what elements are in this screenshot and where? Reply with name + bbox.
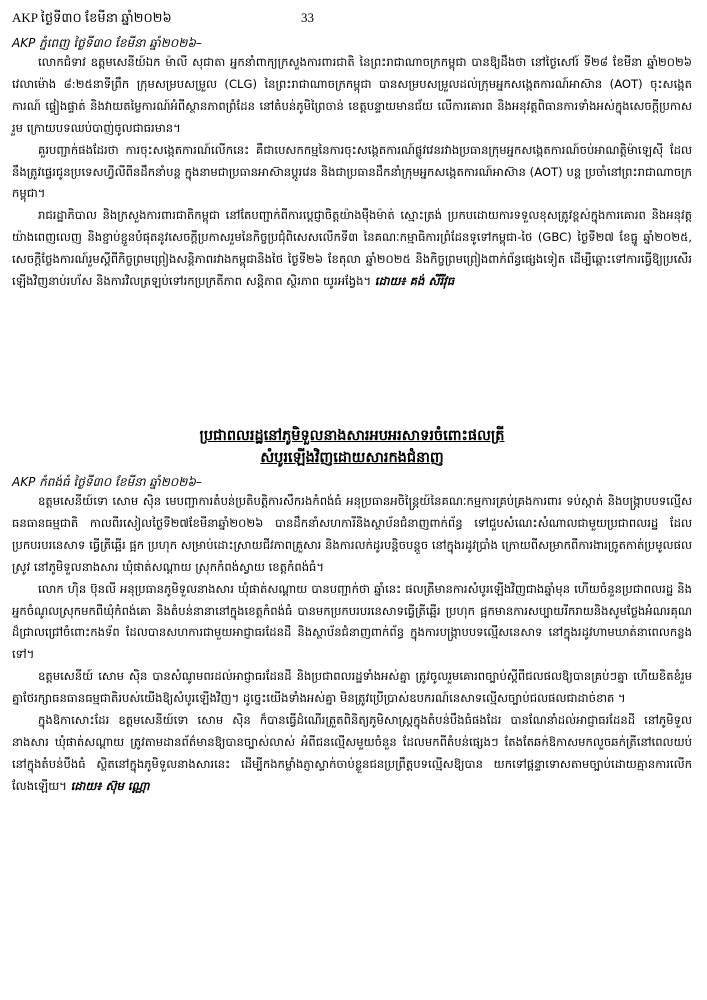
story-1-byline: ដោយ៖ គង់ សីរីវុធ <box>374 274 455 289</box>
story-1 <box>12 34 692 293</box>
story-2-paragraph-2: លោក ហ៊ិន ប៊ុនលី អនុប្រធានភូមិទួលនាងសារ ឃុំផាត់សណ្តាយ បានបញ្ជាក់ថា ឆ្នាំនេះ ផលត្រីមានការសំបូរឡើងវិញជាងឆ្នាំមុន ហើយចំនួនប្រជាពលរដ្ឋ និងអ្នកចំណូលស្រុកមកពីឃុំកំពង់គោ និងតំបន់នានានៅក្នុងខេត្តកំពង់ធំ បានមកប្រកបរបរនេសាទធ្វើត្រីឆ្អើរ ប្រហុក ផ្អកមានការសប្បាយរីករាយនិងសូមថ្លែងអំណរគុណដ៏ជ្រាលជ្រៅចំពោះកងទ័ព ដែលបានសហការជាមួយអាជ្ញាធរដែនដី និងស្ថាប័នជំនាញពាក់ព័ន្ធ ក្នុងការបង្ក្រាបបទល្មើសនេសាទ នៅក្នុងរដូវហាមឃាត់នាពេលកន្លងទៅ។ <box>12 581 692 662</box>
story-1-paragraph-2: គួរបញ្ជាក់ផងដែរថា ការចុះសង្កេតការណ៍លើកនេះ គឺជាបេសកកម្មនៃការចុះសង្កេតការណ៍ផ្លូវវេនរវាងប្រធានក្រុមអ្នកសង្កេតការណ៍ចប់អាណត្តិម៉ាឡេស៊ី ដែលនឹងត្រូវផ្ទេរជូនប្រទេសហ្វីលីពីនដឹកនាំបន្ត ក្នុងនាមជាប្រធានអាស៊ានប្តូរវេន និងជាប្រធានដឹកនាំក្រុមអ្នកសង្កេតការណ៍អាស៊ាន (AOT) បន្ត ប្រចាំនៅព្រះរាជាណាចក្រកម្ពុជា។ <box>12 142 692 201</box>
story-1-paragraph-3 <box>12 205 692 293</box>
story-2-headline-line-1: ប្រជាពលរដ្ឋនៅភូមិទួលនាងសារអបអរសាទរចំពោះផលត្រី <box>199 428 505 444</box>
story-2-paragraph-3: ឧត្តមសេនីយ៍ សោម ស៊ិន បានសំណូមពរដល់អាជ្ញាធរដែនដី និងប្រជាពលរដ្ឋទាំងអស់គ្នា ត្រូវចូលរួមគោរពច្បាប់ស្តីពីជលផលឱ្យបានគ្រប់ៗគ្នា ហើយខិតខំរួមគ្នាថែរក្សាធនធានធម្មជាតិរបស់យើងឱ្យសំបូរឡើងវិញ។ ដូច្នេះយើងទាំងអស់គ្នា មិនត្រូវប្រើប្រាស់ឧបករណ៍នេសាទល្មើសច្បាប់ជលផលជាដាច់ខាត ។ <box>12 669 692 706</box>
page-number: 33 <box>301 10 314 25</box>
page-header <box>12 10 692 30</box>
header-date: AKP ថ្ងៃទី៣០ ខែមីនា ឆ្នាំ២០២៦ <box>12 10 172 25</box>
story-1-dateline: AKP ភ្នំពេញ ថ្ងៃទី៣០ ខែមីនា ឆ្នាំ២០២៦– <box>12 36 202 50</box>
story-1-paragraph-1: លោកជំទាវ ឧត្តមសេនីយ៍ឯក ម៉ាលី សុជាតា អ្នកនាំពាក្យក្រសួងការពារជាតិ នៃព្រះរាជាណាចក្រកម្ពុជា បានឱ្យដឹងថា នៅថ្ងៃសៅរ៍ ទី២៨ ខែមីនា ឆ្នាំ២០២៦ វេលាម៉ោង ៨:២៥នាទីព្រឹក ក្រុមសម្របសម្រួល (CLG) នៃព្រះរាជាណាចក្រកម្ពុជា បានសម្របសម្រួលដល់ក្រុមអ្នកសង្កេតការណ៍អាស៊ាន (AOT) ចុះសង្កេតការណ៍ ផ្ទៀងផ្ទាត់ និងវាយតម្លៃការណ៍អំពីស្ថានភាពព្រំដែន នៅតំបន់ភូមិព្រៃចាន់ ខេត្តបន្ទាយមានជ័យ លើការគោរព និងអនុវត្តពិធានការទាំងអស់ក្នុងសេចក្តីប្រកាសរួម ក្រោយបទឈប់បាញ់ចូលជាធរមាន។ <box>12 55 692 135</box>
story-1-paragraph-3-text: រាជរដ្ឋាភិបាល និងក្រសួងការពារជាតិកម្ពុជា នៅតែបញ្ជាក់ពីការប្តេជ្ញាចិត្តយ៉ាងម៉ឺងម៉ាត់ ស្មោះត្រង់ ប្រកបដោយការទទួលខុសត្រូវខ្ពស់ក្នុងការគោរព និងអនុវត្តយ៉ាងពេញលេញ និងខ្ជាប់ខ្ជួនបំផុតនូវសេចក្តីប្រកាសរួមនៃកិច្ចប្រជុំពិសេសលើកទី៣ នៃគណៈកម្មាធិការព្រំដែនទូទៅកម្ពុជា-ថៃ (GBC) ថ្ងៃទី២៧ ខែធ្នូ ឆ្នាំ២០២៥, សេចក្តីថ្លែងការណ៍រួមស្តីពីកិច្ចព្រមព្រៀងសន្តិភាពរវាងកម្ពុជានិងថៃ ថ្ងៃទី២៦ ខែតុលា ឆ្នាំ២០២៥ និងកិច្ចព្រមព្រៀងពាក់ព័ន្ធផ្សេងទៀត ដើម្បីឆ្ពោះទៅការធ្វើឱ្យប្រសើរឡើងវិញនាប់រហ័ស និងការវិលត្រឡប់ទៅរកប្រក្រតីភាព សន្តិភាព ស្ថិរភាព យូរអង្វែង។ <box>12 208 692 289</box>
story-2 <box>12 473 692 798</box>
story-2-paragraph-4 <box>12 710 692 798</box>
story-2-headline <box>12 425 692 469</box>
story-2-paragraph-4-text: ក្នុងឱកាសោះដែរ ឧត្តមសេនីយ៍ទោ សោម ស៊ិន ក៏បានធ្វើដំណើរត្រួតពិនិត្យភូមិសាស្រ្តក្នុងតំបន់បឹងធំផងដែរ បានណែនាំដល់អាជ្ញាធរដែនដី នៅភូមិទួលនាងសារ ឃុំផាត់សណ្តាយ ត្រូវតាមដានព័ត៌មានឱ្យបានច្បាស់លាស់ អំពីជនល្មើសមួយចំនួន ដែលមកពីតំបន់ផ្សេងៗ តែងតែឆក់ឱកាសមកលួចឆក់ត្រីនៅពេលយប់ នៅក្នុងតំបន់បឹងធំ ស្ថិតនៅក្នុងភូមិទួលនាងសារនេះ ដើម្បីកងកម្លាំងភ្ញាស្ទាក់ចាប់ខ្លួនជនប្រព្រឹត្តបទល្មើសឱ្យបាន យកទៅផ្តន្ទាទោសតាមច្បាប់ដោយគ្មានការលើកលែងឡើយ។ <box>12 713 692 793</box>
story-2-dateline: AKP កំពង់ធំ ថ្ងៃទី៣០ ខែមីនា ឆ្នាំ២០២៦– <box>12 475 202 489</box>
story-2-paragraph-1: ឧត្តមសេនីយ៍ទោ សោម ស៊ិន មេបញ្ជាការតំបន់ប្រតិបត្តិការសឹករងកំពង់ធំ អនុប្រធានអចិន្ត្រៃយ៍នៃគណៈកម្មការគ្រប់គ្រងការពារ ទប់ស្កាត់ និងបង្ក្រាបបទល្មើសធនធានធម្មជាតិ កាលពីរសៀលថ្ងៃទី២៧ខែមីនាឆ្នាំ២០២៦ បានដឹកនាំសហការីនិងស្ថាប័នជំនាញពាក់ព័ន្ធ ទៅជួបសំណេះសំណាលជាមួយប្រជាពលរដ្ឋ ដែលប្រកបរបរនេសាទ ធ្វើត្រីឆ្អើរ ផ្អក ប្រហុក សម្រាប់ដោះស្រាយជីវភាពគ្រួសារ និងការលក់ដូរបន្តិចបន្តួច នៅក្នុងរដូវប្រាំង ក្រោយពីសម្រាកពីការងារច្រូតកាត់ប្រមូលផលស្រូវ នៅភូមិទួលនាងសារ ឃុំផាត់សណ្តាយ ស្រុកកំពង់ស្វាយ ខេត្តកំពង់ធំ។ <box>12 494 692 574</box>
story-2-headline-line-2: សំបូរឡើងវិញដោយសារកងជំនាញ <box>260 450 444 466</box>
story-2-byline: ដោយ៖ ស៊ុម ណ្ណោ <box>70 778 150 793</box>
